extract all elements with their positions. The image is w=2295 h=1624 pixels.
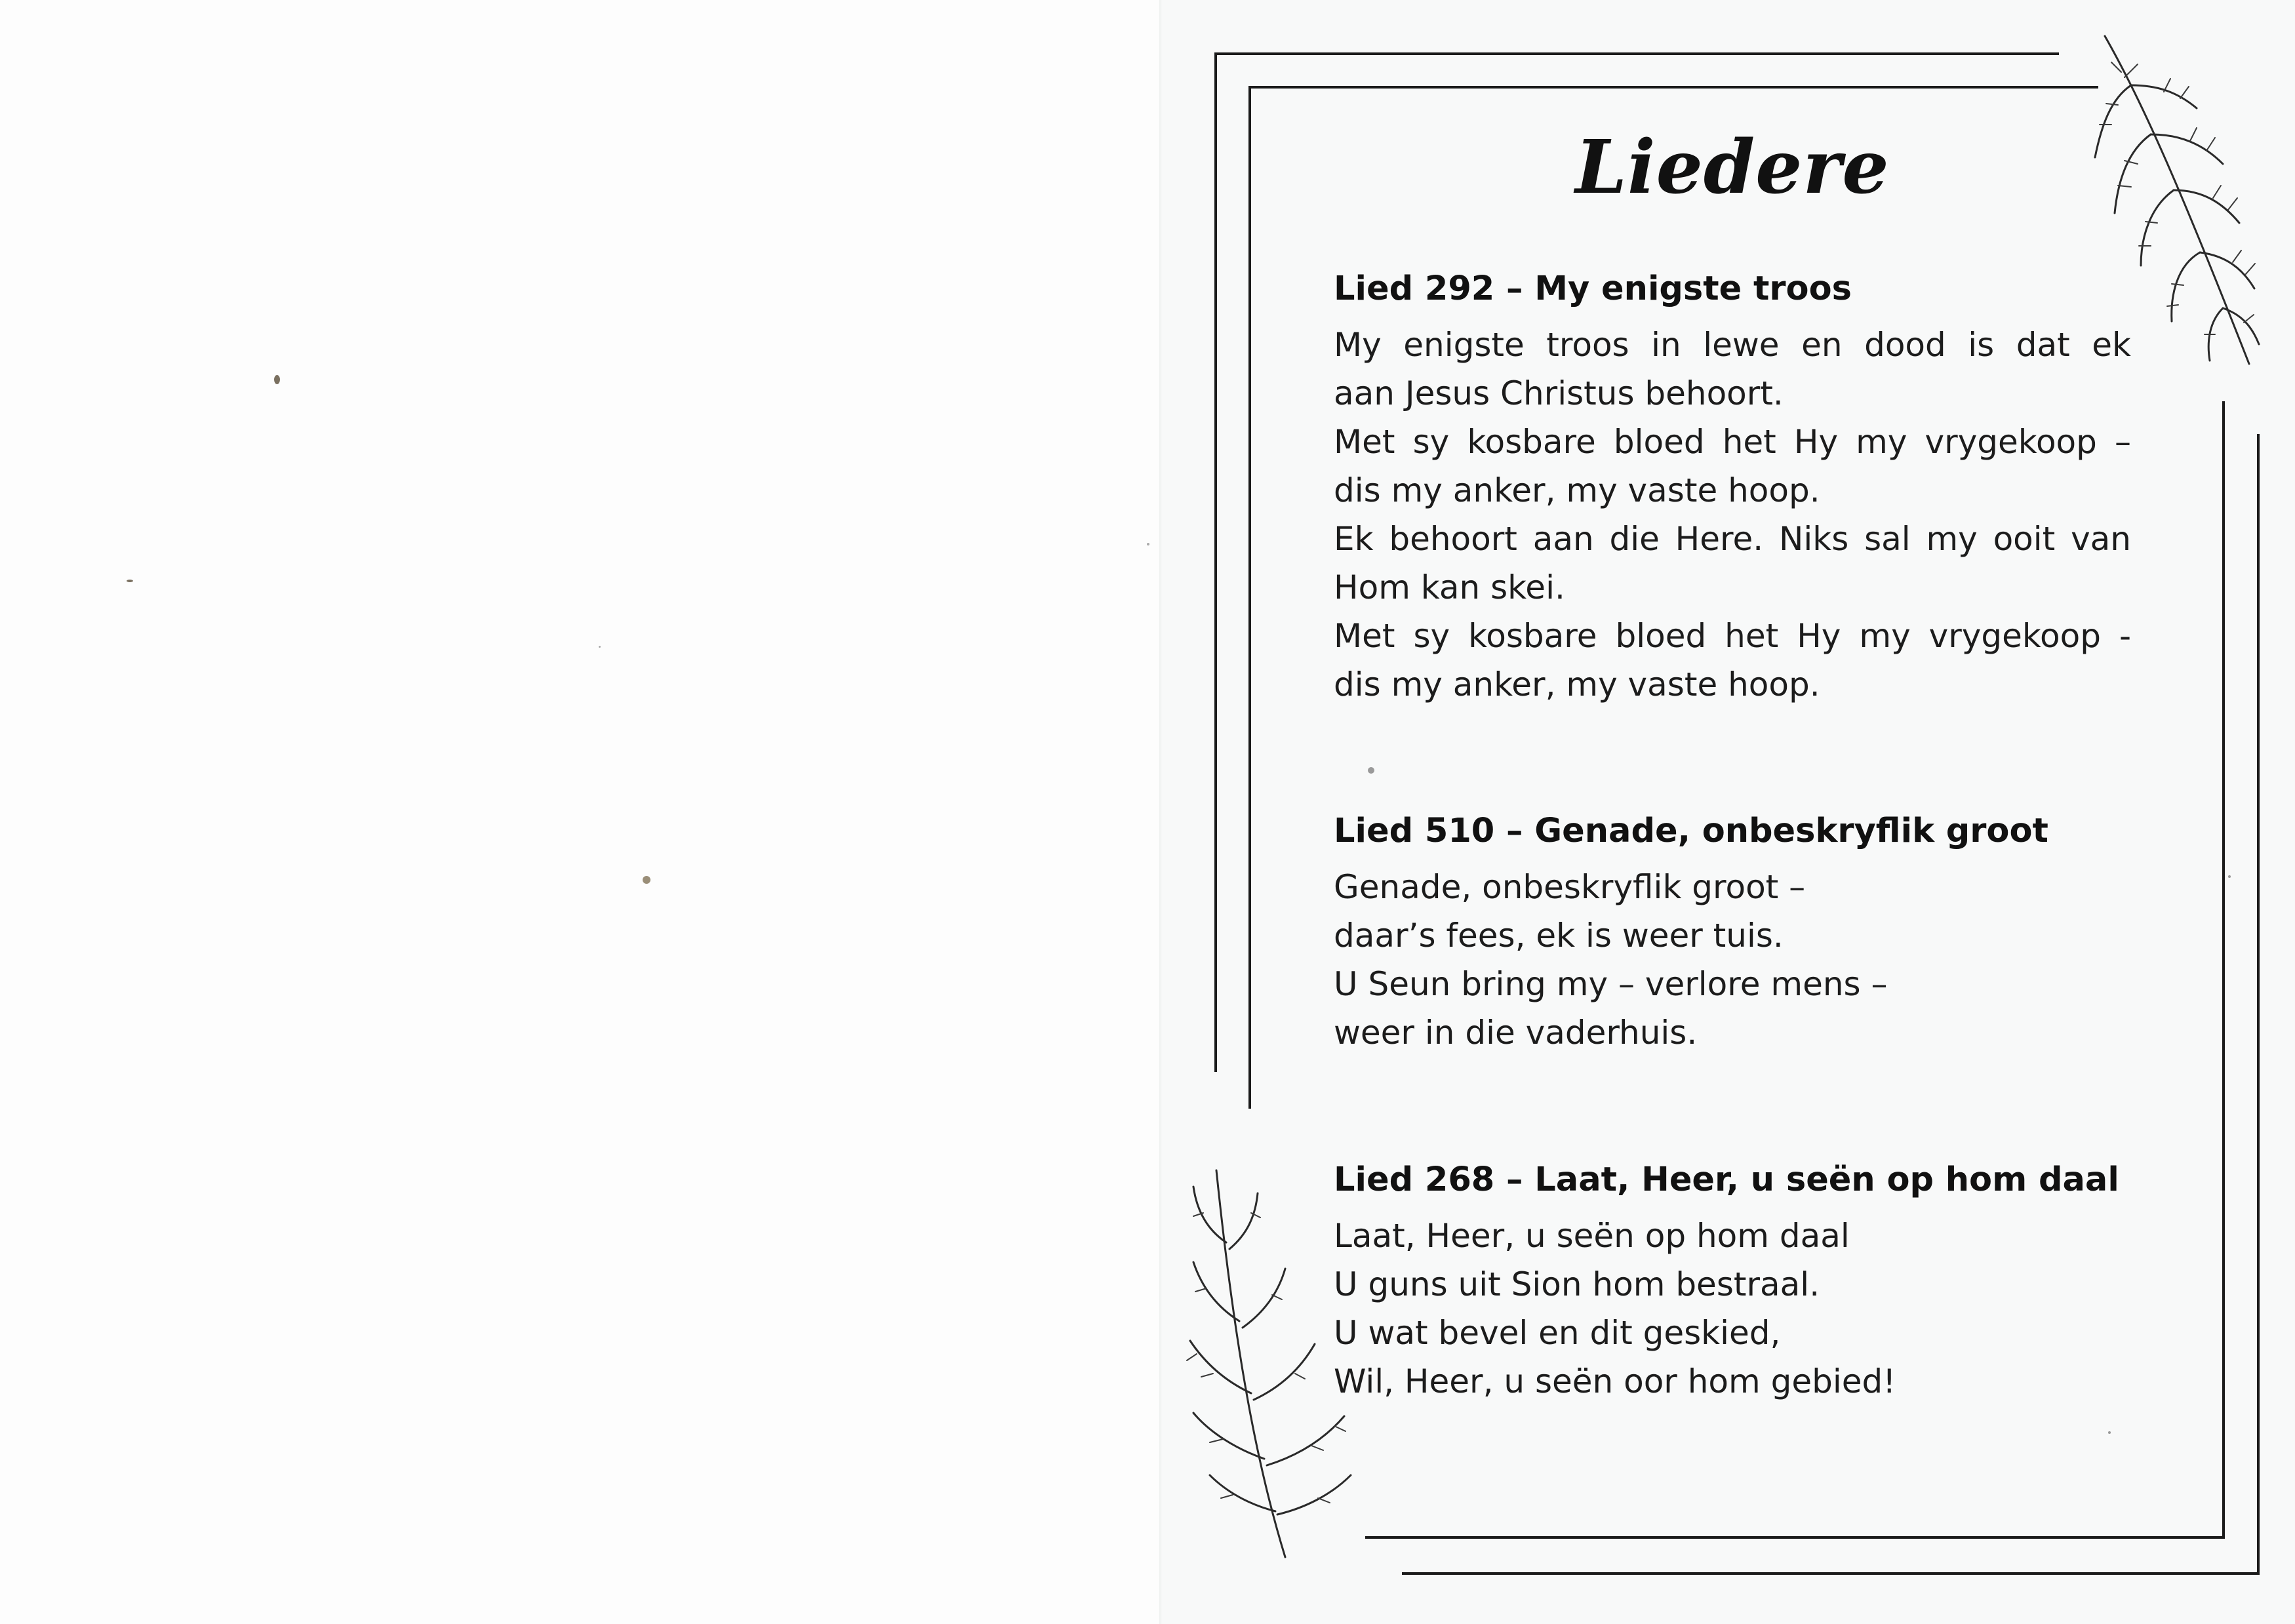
- song-heading: Lied 510 – Genade, onbeskryflik groot: [1334, 812, 2048, 850]
- song-lyrics: [1334, 1212, 2131, 1406]
- lyric-line: dis my anker, my vaste hoop.: [1334, 665, 1820, 703]
- paper-speck: [2228, 875, 2231, 878]
- song-block: [1334, 1157, 2131, 1406]
- frame-top-outer: [1215, 52, 2059, 55]
- lyric-line: aan Jesus Christus behoort.: [1334, 374, 1784, 412]
- paper-speck: [1147, 543, 1149, 545]
- page-title: Liedere: [1575, 125, 1890, 210]
- lyric-line: Wil, Heer, u seën oor hom gebied!: [1334, 1362, 1896, 1400]
- lyric-line: U Seun bring my – verlore mens –: [1334, 965, 1888, 1003]
- frame-bottom-outer: [1402, 1572, 2260, 1575]
- song-block: [1334, 808, 2131, 1057]
- lyric-line: Hom kan skei.: [1334, 568, 1565, 606]
- frame-right-outer: [2257, 434, 2260, 1575]
- lyric-line: Ek behoort aan die Here. Niks sal my ooit van: [1334, 520, 2131, 558]
- lyric-line: Genade, onbeskryflik groot –: [1334, 868, 1806, 906]
- paper-speck: [274, 375, 280, 384]
- lyric-line: My enigste troos in lewe en dood is dat ek: [1334, 326, 2131, 364]
- lyric-line: Met sy kosbare bloed het Hy my vrygekoop –: [1334, 423, 2131, 461]
- lyric-line: Laat, Heer, u seën op hom daal: [1334, 1217, 1850, 1255]
- song-lyrics: [1334, 863, 2131, 1057]
- song-heading: Lied 268 – Laat, Heer, u seën op hom daal: [1334, 1160, 2119, 1199]
- lyric-line: dis my anker, my vaste hoop.: [1334, 471, 1820, 509]
- lyric-line: U wat bevel en dit geskied,: [1334, 1314, 1781, 1352]
- frame-right-inner: [2222, 401, 2225, 1539]
- lyric-line: U guns uit Sion hom bestraal.: [1334, 1265, 1820, 1303]
- frame-top-inner: [1249, 86, 2098, 89]
- paper-speck: [2108, 1431, 2111, 1434]
- paper-speck: [643, 876, 650, 884]
- lyric-line: Met sy kosbare bloed het Hy my vrygekoop -: [1334, 617, 2131, 655]
- song-heading: Lied 292 – My enigste troos: [1334, 269, 1852, 308]
- paper-speck: [599, 646, 601, 648]
- song-lyrics: [1334, 321, 2131, 709]
- frame-bottom-inner: [1365, 1536, 2225, 1539]
- frame-left-outer: [1214, 52, 1217, 1072]
- song-block: [1334, 266, 2131, 709]
- lyric-line: weer in die vaderhuis.: [1334, 1014, 1698, 1052]
- lyric-line: daar’s fees, ek is weer tuis.: [1334, 917, 1784, 955]
- frame-left-inner: [1248, 86, 1251, 1109]
- paper-speck: [1368, 767, 1374, 774]
- paper-speck: [127, 580, 133, 582]
